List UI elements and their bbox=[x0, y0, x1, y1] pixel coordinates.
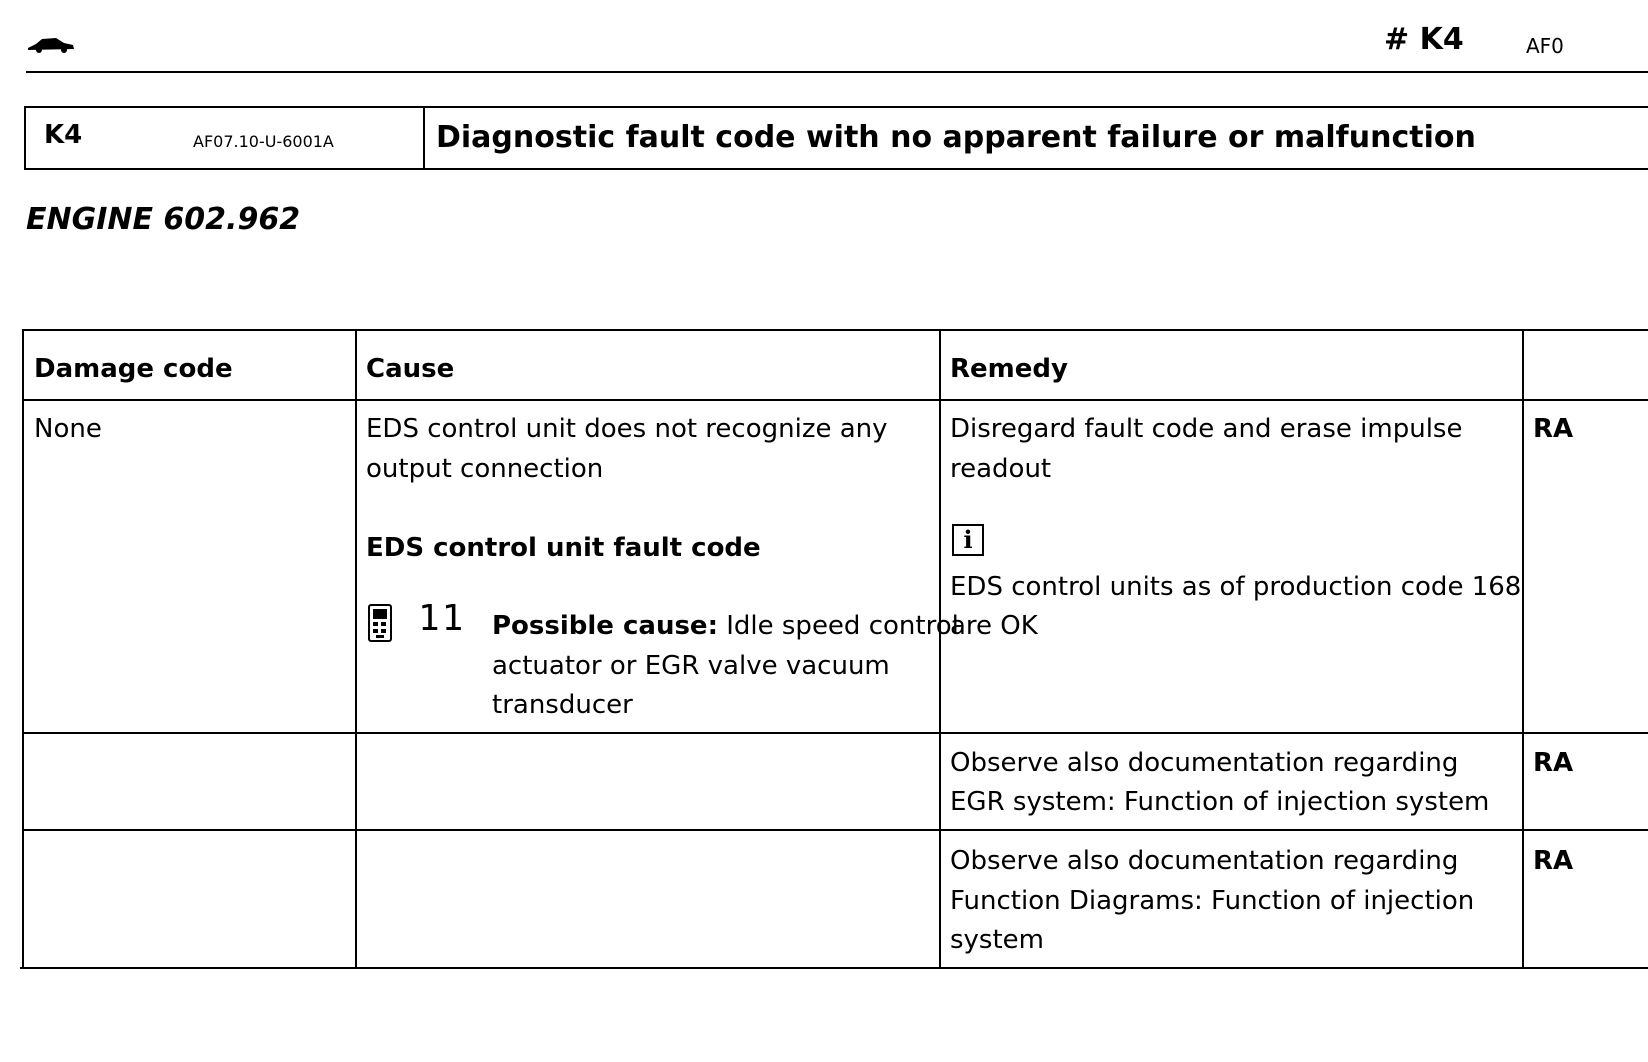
possible-cause-line bbox=[492, 607, 959, 646]
cause-line: EDS control unit does not recognize any bbox=[366, 414, 888, 444]
remedy-line: system bbox=[950, 925, 1044, 955]
possible-cause-label: Possible cause: bbox=[492, 611, 718, 641]
remedy-line: Observe also documentation regarding bbox=[950, 846, 1459, 876]
possible-cause-line: actuator or EGR valve vacuum bbox=[492, 651, 890, 681]
remedy-line: Function Diagrams: Function of injection bbox=[950, 886, 1475, 916]
possible-cause-line: transducer bbox=[492, 690, 633, 720]
table-top-rule bbox=[22, 329, 1648, 331]
tester-icon bbox=[368, 604, 392, 642]
car-icon bbox=[26, 32, 76, 56]
header-rule bbox=[26, 71, 1648, 73]
page-title: Diagnostic fault code with no apparent failure or malfunction bbox=[436, 120, 1476, 155]
engine-heading: ENGINE 602.962 bbox=[26, 202, 301, 237]
ra-cell: RA bbox=[1533, 748, 1574, 778]
table-row-rule bbox=[22, 829, 1648, 831]
ra-cell: RA bbox=[1533, 414, 1574, 444]
title-ref: AF07.10-U-6001A bbox=[193, 132, 334, 151]
remedy-note-line: EDS control units as of production code 168 bbox=[950, 572, 1522, 602]
fault-number: 11 bbox=[418, 598, 466, 639]
page-ref: AF0 bbox=[1526, 34, 1564, 58]
column-header-damage-code: Damage code bbox=[34, 354, 233, 384]
remedy-line: Observe also documentation regarding bbox=[950, 748, 1459, 778]
cause-heading: EDS control unit fault code bbox=[366, 533, 761, 563]
remedy-line: Disregard fault code and erase impulse bbox=[950, 414, 1463, 444]
title-divider bbox=[423, 106, 425, 170]
table-left-rule bbox=[22, 329, 24, 969]
title-code: K4 bbox=[44, 120, 83, 150]
possible-cause-text: Idle speed control bbox=[717, 611, 959, 641]
table-col-rule bbox=[355, 329, 357, 969]
ra-cell: RA bbox=[1533, 846, 1574, 876]
table-header-rule bbox=[22, 399, 1648, 401]
info-icon: i bbox=[952, 524, 984, 556]
remedy-line: EGR system: Function of injection system bbox=[950, 787, 1490, 817]
damage-code-cell: None bbox=[34, 414, 102, 444]
column-header-remedy: Remedy bbox=[950, 354, 1068, 384]
table-bottom-rule bbox=[20, 967, 1648, 969]
page-code: # K4 bbox=[1384, 22, 1464, 57]
table-col-rule bbox=[939, 329, 941, 969]
cause-line: output connection bbox=[366, 454, 604, 484]
table-row-rule bbox=[22, 732, 1648, 734]
table-col-rule bbox=[1522, 329, 1524, 969]
remedy-note-line: are OK bbox=[950, 611, 1038, 641]
column-header-cause: Cause bbox=[366, 354, 455, 384]
remedy-line: readout bbox=[950, 454, 1052, 484]
